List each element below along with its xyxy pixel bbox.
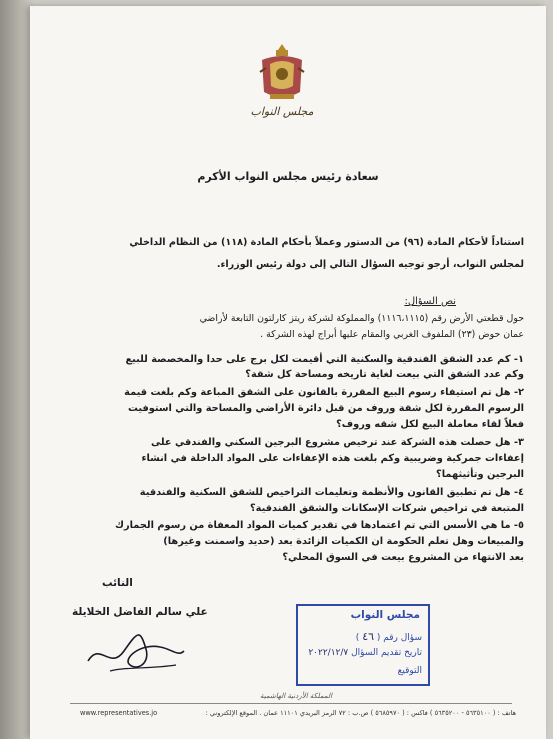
footer-heading: المملكة الأردنية الهاشمية	[260, 692, 333, 700]
stamp-number-label: سؤال رقم (	[376, 633, 422, 643]
footer-website: www.representatives.jo	[80, 709, 158, 717]
registration-stamp	[296, 604, 430, 686]
body-line-2: عمان حوض (٢٣) الملفوف الغربي والمقام عليها أبراج لهذه الشركة .	[260, 329, 524, 340]
question-line: فعلاً لقاء معاملة البيع لكل شقه وروف؟	[336, 419, 524, 430]
addressee: سعادة رئيس مجلس النواب الأكرم	[197, 170, 379, 183]
question-heading: نص السؤال:	[404, 296, 456, 307]
handwritten-signature-icon	[80, 621, 190, 679]
stamp-number-value: ٤٦	[362, 630, 375, 643]
question-line: والمبيعات وهل تعلم الحكومة ان الكميات الزائدة بعد (حديد واسمنت وغيرها)	[163, 536, 524, 547]
question-line: الرسوم المقررة لكل شقة وروف من قبل دائرة الأراضي والمساحة والتي استوفيت	[127, 403, 524, 414]
footer-contact: هاتف : ( ٥٦٣٥١٠٠ - ٥٦٣٥٢٠٠ ) فاكس : ( ٥٦٨٥٩٧٠ ) ص.ب : ٧٢ الرمز البريدي ١١١٠١ عمان . الموقع الإلكتروني :	[205, 709, 516, 717]
intro-line-2: لمجلس النواب، أرجو توجيه السؤال التالي إلى دولة رئيس الوزراء.	[216, 259, 524, 270]
question-line: ٢- هل تم استيفاء رسوم البيع المقررة بالقانون على الشقق المباعة وكم بلغت قيمة	[124, 387, 524, 398]
intro-line-1: استناداً لأحكام المادة (٩٦) من الدستور وعملاً بأحكام المادة (١١٨) من النظام الداخلي	[129, 237, 524, 248]
question-line: البرجين وتأثيثهما؟	[436, 469, 524, 480]
stamp-number-row: سؤال رقم ( ٤٦ )	[355, 630, 422, 643]
signer-title: النائب	[102, 577, 133, 589]
question-line: ٤- هل تم تطبيق القانون والأنظمة وتعليمات التراخيص للشقق السكنية والفندقية	[139, 487, 524, 498]
stamp-signature-label: التوقيع	[397, 666, 422, 676]
stamp-date-label: تاريخ تقديم السؤال	[351, 648, 422, 658]
page-edge-shadow	[0, 0, 34, 739]
emblem-caption: مجلس النواب	[250, 105, 314, 118]
question-line: إعفاءات جمركية وضريبية وكم بلغت هذه الإعفاءات على المواد الداخلة في انشاء	[141, 453, 524, 464]
question-line: ١- كم عدد الشقق الفندقية والسكنية التي أقيمت لكل برج على حدا والمخصصة للبيع	[125, 354, 524, 365]
footer-divider	[70, 703, 512, 704]
stamp-date-row	[308, 648, 422, 658]
signer-name: علي سالم الفاضل الخلايلة	[72, 606, 208, 618]
body-line-1: حول قطعتي الأرض رقم (١١١٦،١١١٥) والمملوكة لشركة ريتز كارلتون التابعة لأراضي	[199, 313, 524, 324]
stamp-date-value: ٢٠٢٢/١٢/٧	[308, 648, 349, 658]
letter-page	[30, 6, 546, 739]
question-line: بعد الانتهاء من المشروع بيعت في السوق المحلي؟	[282, 552, 524, 563]
question-line: ٥- ما هي الأسس التي تم اعتمادها في تقدير كميات المواد المعفاة من رسوم الجمارك	[115, 520, 524, 531]
question-line: وكم عدد الشقق التي بيعت لغاية تاريخه ومساحة كل شقة؟	[245, 369, 524, 380]
question-line: المتبعة في تراخيص شركات الإسكانات والشقق الفندقية؟	[250, 503, 524, 514]
question-line: ٣- هل حصلت هذه الشركة عند ترخيص مشروع البرجين السكني والفندقي على	[150, 437, 524, 448]
coat-of-arms-icon	[256, 42, 308, 104]
stamp-title: مجلس النواب	[350, 609, 420, 621]
